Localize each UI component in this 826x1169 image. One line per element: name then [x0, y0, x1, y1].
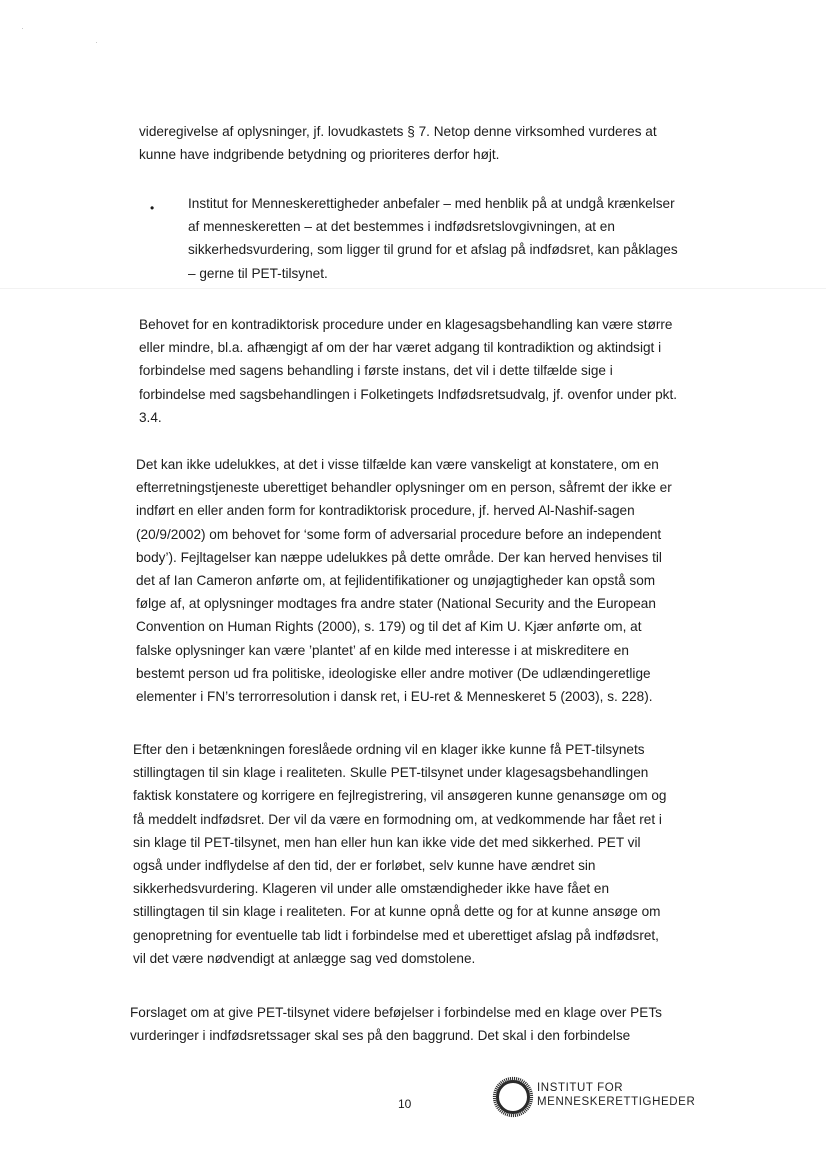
text-line: af menneskeretten – at det bestemmes i indfødsretslovgivningen, at en — [188, 219, 615, 235]
paragraph-1 — [139, 120, 657, 166]
text-line: sikkerhedsvurdering, som ligger til grund for et afslag på indfødsret, kan påklages — [188, 242, 678, 258]
text-line: Behovet for en kontradiktorisk procedure under en klagesagsbehandling kan være større — [139, 317, 673, 332]
text-line: følge af, at oplysninger modtages fra andre stater (National Security and the European — [136, 596, 656, 612]
text-line: stillingtagen til sin klage i realiteten. Skulle PET-tilsynet under klagesagsbehandlingen — [133, 765, 649, 781]
text-line: Det kan ikke udelukkes, at det i visse tilfælde kan være vanskeligt at konstatere, om en — [136, 457, 659, 472]
logo-line-2: MENNESKERETTIGHEDER — [537, 1096, 696, 1108]
paragraph-4 — [133, 738, 666, 970]
text-line: forbindelse med sagsbehandlingen i Folketingets Indfødsretsudvalg, jf. ovenfor under pkt. — [139, 386, 678, 402]
scan-speck — [22, 28, 23, 29]
text-line: vurderinger i indfødsretssager skal ses på den baggrund. Det skal i den forbindelse — [130, 1028, 631, 1044]
text-line: bestemt person ud fra politiske, ideologiske eller andre motiver (De udlændingeretlige — [136, 665, 651, 681]
page-number: 10 — [398, 1097, 412, 1111]
text-line: sin klage til PET-tilsynet, men han eller hun kan ikke vide det med sikkerhed. PET vil — [133, 834, 641, 850]
text-line: forbindelse med sagens behandling i første instans, det vil i dette tilfælde sige i — [139, 363, 613, 379]
text-line: faktisk konstatere og korrigere en fejlregistrering, vil ansøgeren kunne genansøge om og — [133, 788, 667, 804]
text-line: Efter den i betænkningen foreslåede ordning vil en klager ikke kunne få PET-tilsynets — [133, 742, 645, 757]
text-line: videregivelse af oplysninger, jf. lovudkastets § 7. Netop denne virksomhed vurderes at — [139, 124, 657, 139]
text-line: eller mindre, bl.a. afhængigt af om der har været adgang til kontradiktion og aktindsigt i — [139, 340, 662, 356]
paragraph-3 — [136, 453, 672, 708]
text-line: Convention on Human Rights (2000), s. 179) og til det af Kim U. Kjær anførte om, at — [136, 619, 642, 635]
text-line: også under indflydelse af den tid, der er forløbet, selv kunne have ændret sin — [133, 858, 596, 874]
paragraph-2 — [139, 313, 677, 429]
institute-logo-icon — [492, 1076, 534, 1118]
text-line: falske oplysninger kan være ’plantet’ af en kilde med interesse i at miskreditere en — [136, 642, 629, 658]
text-line: – gerne til PET-tilsynet. — [188, 265, 328, 281]
text-line: stillingtagen til sin klage i realiteten. For at kunne opnå dette og for at kunne ansøge om — [133, 904, 661, 920]
bullet-icon: • — [150, 201, 155, 215]
text-line: 3.4. — [139, 409, 162, 425]
text-line: det af Ian Cameron anførte om, at fejlidentifikationer og unøjagtigheder kan opstå som — [136, 573, 656, 589]
text-line: body’). Fejltagelser kan næppe udelukkes på dette område. Der kan herved henvises til — [136, 549, 662, 565]
text-line: få meddelt indfødsret. Der vil da være en formodning om, at vedkommende har fået ret i — [133, 811, 662, 827]
text-line: kunne have indgribende betydning og prioriteres derfor højt. — [139, 147, 500, 163]
text-line: efterretningstjeneste uberettiget behandler oplysninger om en person, såfremt der ikke er — [136, 480, 672, 496]
scan-fold-line — [0, 288, 826, 289]
text-line: genopretning for eventuelle tab lidt i forbindelse med et uberettiget afslag på indfødsret, — [133, 927, 659, 943]
text-line: vil det være nødvendigt at anlægge sag ved domstolene. — [133, 950, 476, 966]
text-line: sikkerhedsvurdering. Klageren vil under alle omstændigheder ikke have fået en — [133, 881, 610, 897]
scan-speck — [96, 42, 97, 43]
bullet-item — [188, 192, 678, 285]
logo-line-1: INSTITUT FOR — [537, 1082, 624, 1094]
paragraph-5 — [130, 1001, 662, 1047]
text-line: elementer i FN’s terrorresolution i dansk ret, i EU-ret & Menneskeret 5 (2003), s. 228). — [136, 689, 653, 705]
institute-logo-text — [537, 1081, 695, 1109]
text-line: Institut for Menneskerettigheder anbefaler – med henblik på at undgå krænkelser — [188, 196, 675, 211]
text-line: indført en eller anden form for kontradiktorisk procedure, jf. herved Al-Nashif-sagen — [136, 503, 635, 519]
text-line: Forslaget om at give PET-tilsynet videre beføjelser i forbindelse med en klage over PETs — [130, 1005, 662, 1020]
text-line: (20/9/2002) om behovet for ‘some form of adversarial procedure before an independent — [136, 526, 662, 542]
